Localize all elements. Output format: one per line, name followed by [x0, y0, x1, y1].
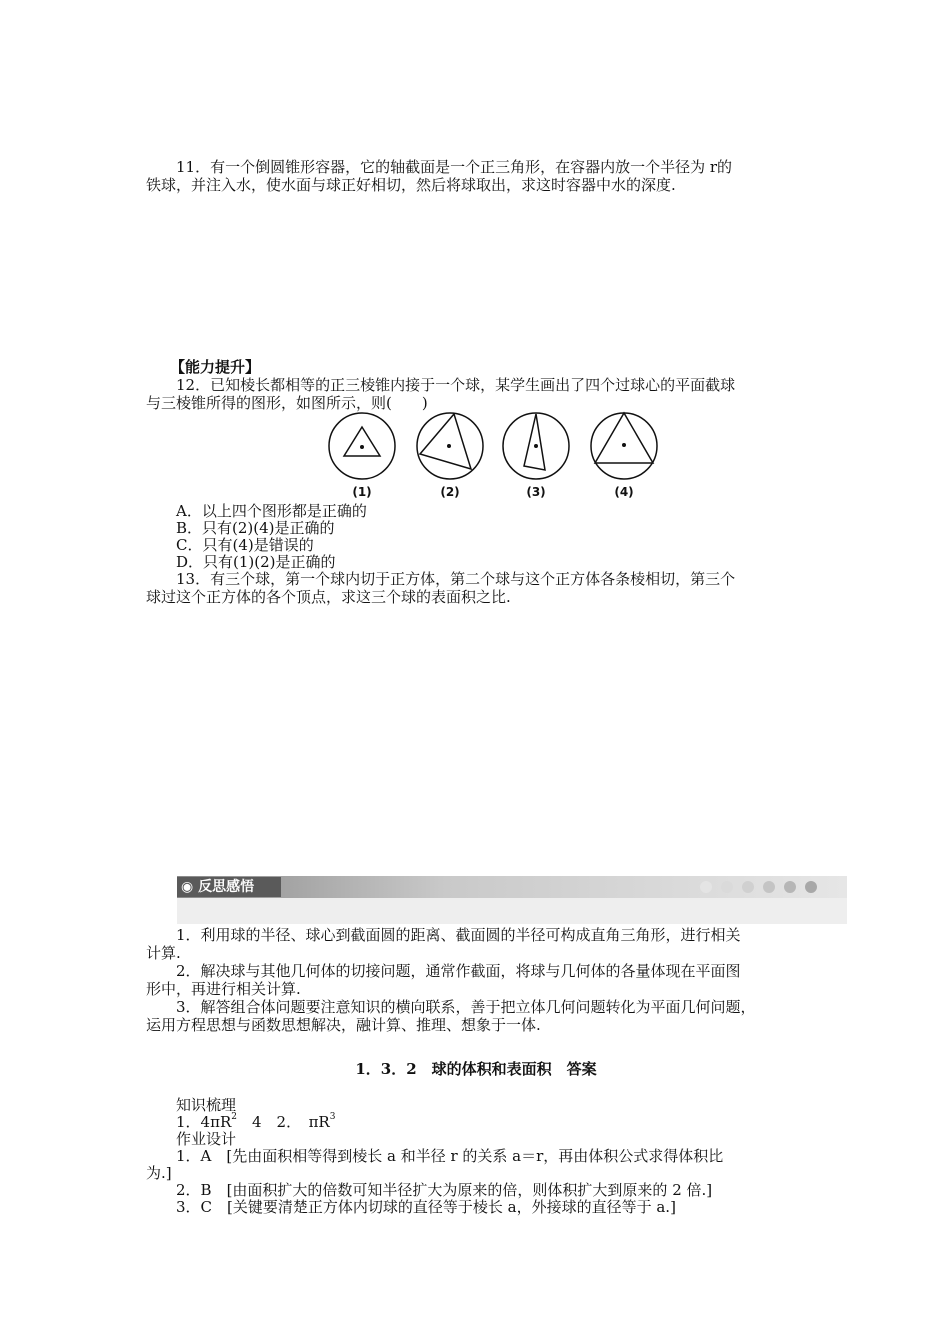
reflection-2-line-1: 2．解决球与其他几何体的切接问题，通常作截面，将球与几何体的各量体现在平面图 [176, 962, 741, 980]
knowledge-answer-exp-2: 3 [329, 1112, 336, 1122]
figure-1-label: (1) [352, 485, 372, 499]
reflection-2-line-2: 形中，再进行相关计算. [146, 980, 301, 998]
banner-dots [700, 881, 817, 893]
knowledge-answer-exp-1: 2 [231, 1112, 237, 1122]
problem-12-line-2: 与三棱锥所得的图形，如图所示，则( ) [146, 394, 428, 412]
figure-3-drawing [500, 410, 572, 482]
reflection-3-line-1: 3．解答组合体问题要注意知识的横向联系，善于把立体几何问题转化为平面几何问题， [176, 998, 756, 1016]
problem-13-line-2: 球过这个正方体的各个顶点，求这三个球的表面积之比. [146, 588, 511, 606]
reflection-banner [177, 876, 847, 924]
banner-body [177, 898, 847, 924]
figure-2 [414, 410, 486, 505]
banner-dot [763, 881, 775, 893]
banner-dot [784, 881, 796, 893]
reflection-1-line-1: 1．利用球的半径、球心到截面圆的距离、截面圆的半径可构成直角三角形，进行相关 [176, 926, 741, 944]
banner-dot [805, 881, 817, 893]
knowledge-heading: 知识梳理 [176, 1096, 237, 1114]
figure-2-drawing [414, 410, 486, 482]
banner-title: ◉ 反思感悟 [177, 877, 281, 897]
answer-1-line-2: 为.] [146, 1164, 172, 1182]
knowledge-answer-part-2: 4 2． πR [236, 1113, 330, 1131]
section-heading-ability: 【能力提升】 [170, 358, 261, 376]
option-a: A．以上四个图形都是正确的 [176, 502, 367, 520]
figure-3 [500, 410, 572, 505]
answer-3: 3．C [关键要清楚正方体内切球的直径等于棱长 a，外接球的直径等于 a.] [176, 1198, 676, 1216]
figure-3-label: (3) [526, 485, 546, 499]
knowledge-answers [176, 1113, 335, 1131]
option-b: B．只有(2)(4)是正确的 [176, 519, 335, 537]
figure-4-label: (4) [614, 485, 634, 499]
figure-1 [326, 410, 398, 505]
banner-dot [742, 881, 754, 893]
figure-1-drawing [326, 410, 398, 482]
banner-dot [700, 881, 712, 893]
problem-11-line-1: 11．有一个倒圆锥形容器，它的轴截面是一个正三角形，在容器内放一个半径为 r的 [176, 158, 733, 176]
option-d: D．只有(1)(2)是正确的 [176, 553, 336, 571]
answer-2: 2．B [由面积扩大的倍数可知半径扩大为原来的倍，则体积扩大到原来的 2 倍.] [176, 1181, 713, 1199]
figure-4 [588, 410, 660, 505]
homework-heading: 作业设计 [176, 1130, 237, 1148]
problem-12-line-1: 12．已知棱长都相等的正三棱锥内接于一个球，某学生画出了四个过球心的平面截球 [176, 376, 736, 394]
knowledge-answer-part-1: 1．4πR [176, 1113, 232, 1131]
reflection-3-line-2: 运用方程思想与函数思想解决，融计算、推理、想象于一体. [146, 1016, 541, 1034]
banner-dot [721, 881, 733, 893]
answer-title: 1．3．2 球的体积和表面积 答案 [355, 1060, 597, 1078]
option-c: C．只有(4)是错误的 [176, 536, 314, 554]
figure-2-label: (2) [440, 485, 460, 499]
problem-12-figures [326, 410, 662, 505]
answer-1-line-1: 1．A [先由面积相等得到棱长 a 和半径 r 的关系 a＝r，再由体积公式求得体积比 [176, 1147, 724, 1165]
reflection-1-line-2: 计算. [146, 944, 181, 962]
problem-11-line-2: 铁球，并注入水，使水面与球正好相切，然后将球取出，求这时容器中水的深度. [146, 176, 676, 194]
figure-4-drawing [588, 410, 660, 482]
problem-13-line-1: 13．有三个球，第一个球内切于正方体，第二个球与这个正方体各条棱相切，第三个 [176, 570, 736, 588]
